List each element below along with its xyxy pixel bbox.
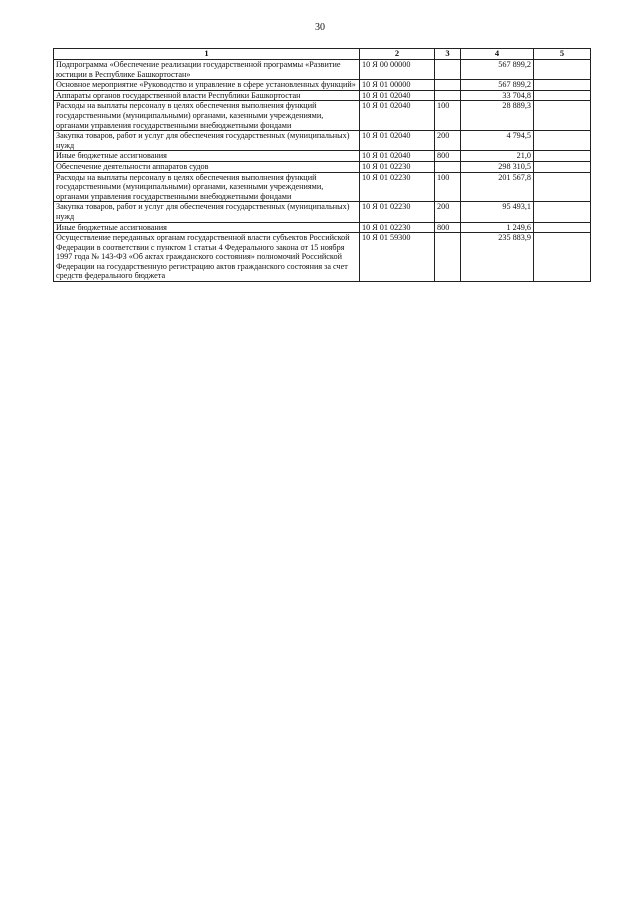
column-5-cell — [534, 202, 591, 222]
target-code: 10 Я 01 02040 — [360, 101, 435, 131]
item-name: Иные бюджетные ассигнования — [54, 222, 360, 233]
expense-type — [435, 60, 461, 80]
column-5-cell — [534, 60, 591, 80]
column-header: 4 — [461, 49, 534, 60]
amount: 567 899,2 — [461, 60, 534, 80]
amount: 4 794,5 — [461, 131, 534, 151]
item-name: Осуществление переданных органам государственной власти субъектов Российской Федерации в соответствии с пунктом 1 статьи 4 Федерального закона от 15 ноября 1997 года № 143-ФЗ «Об актах гражданского состояния» полномочий Российской Федерации на государственную регистрацию актов гражданского состояния за счет средств федерального бюджета — [54, 233, 360, 282]
item-name: Закупка товаров, работ и услуг для обеспечения государственных (муниципальных) нужд — [54, 202, 360, 222]
column-header: 3 — [435, 49, 461, 60]
table-row — [54, 151, 591, 162]
amount: 95 493,1 — [461, 202, 534, 222]
column-5-cell — [534, 233, 591, 282]
target-code: 10 Я 01 02040 — [360, 90, 435, 101]
amount: 1 249,6 — [461, 222, 534, 233]
table-row — [54, 60, 591, 80]
amount: 28 889,3 — [461, 101, 534, 131]
column-5-cell — [534, 161, 591, 172]
table-row — [54, 131, 591, 151]
table-row — [54, 101, 591, 131]
table-row — [54, 172, 591, 202]
expense-type — [435, 161, 461, 172]
column-5-cell — [534, 131, 591, 151]
table-header-row — [54, 49, 591, 60]
table-row — [54, 90, 591, 101]
expense-type — [435, 80, 461, 91]
expense-type: 200 — [435, 202, 461, 222]
expense-type — [435, 90, 461, 101]
table-row — [54, 202, 591, 222]
table-row — [54, 161, 591, 172]
amount: 33 704,8 — [461, 90, 534, 101]
item-name: Закупка товаров, работ и услуг для обеспечения государственных (муниципальных) нужд — [54, 131, 360, 151]
item-name: Аппараты органов государственной власти Республики Башкортостан — [54, 90, 360, 101]
target-code: 10 Я 01 00000 — [360, 80, 435, 91]
table-row — [54, 233, 591, 282]
item-name: Расходы на выплаты персоналу в целях обеспечения выполнения функций государственными (муниципальными) органами, казенными учреждениями, органами управления государственными внебюджетными фондами — [54, 172, 360, 202]
expense-type: 200 — [435, 131, 461, 151]
amount: 235 883,9 — [461, 233, 534, 282]
item-name: Подпрограмма «Обеспечение реализации государственной программы «Развитие юстиции в Республике Башкортостан» — [54, 60, 360, 80]
expense-type: 100 — [435, 172, 461, 202]
expense-type: 800 — [435, 151, 461, 162]
item-name: Обеспечение деятельности аппаратов судов — [54, 161, 360, 172]
item-name: Расходы на выплаты персоналу в целях обеспечения выполнения функций государственными (муниципальными) органами, казенными учреждениями, органами управления государственными внебюджетными фондами — [54, 101, 360, 131]
column-header: 2 — [360, 49, 435, 60]
table-row — [54, 222, 591, 233]
expense-type — [435, 233, 461, 282]
column-5-cell — [534, 151, 591, 162]
page-number: 30 — [315, 22, 325, 33]
column-5-cell — [534, 80, 591, 91]
column-5-cell — [534, 172, 591, 202]
target-code: 10 Я 01 02230 — [360, 202, 435, 222]
expense-type: 100 — [435, 101, 461, 131]
target-code: 10 Я 01 02230 — [360, 172, 435, 202]
column-5-cell — [534, 101, 591, 131]
target-code: 10 Я 01 02230 — [360, 161, 435, 172]
target-code: 10 Я 01 02230 — [360, 222, 435, 233]
budget-table — [53, 48, 591, 282]
target-code: 10 Я 01 02040 — [360, 151, 435, 162]
amount: 567 899,2 — [461, 80, 534, 91]
column-header: 1 — [54, 49, 360, 60]
column-5-cell — [534, 90, 591, 101]
amount: 21,0 — [461, 151, 534, 162]
column-header: 5 — [534, 49, 591, 60]
target-code: 10 Я 00 00000 — [360, 60, 435, 80]
amount: 201 567,8 — [461, 172, 534, 202]
column-5-cell — [534, 222, 591, 233]
table-row — [54, 80, 591, 91]
target-code: 10 Я 01 02040 — [360, 131, 435, 151]
expense-type: 800 — [435, 222, 461, 233]
item-name: Основное мероприятие «Руководство и управление в сфере установленных функций» — [54, 80, 360, 91]
amount: 298 310,5 — [461, 161, 534, 172]
item-name: Иные бюджетные ассигнования — [54, 151, 360, 162]
target-code: 10 Я 01 59300 — [360, 233, 435, 282]
